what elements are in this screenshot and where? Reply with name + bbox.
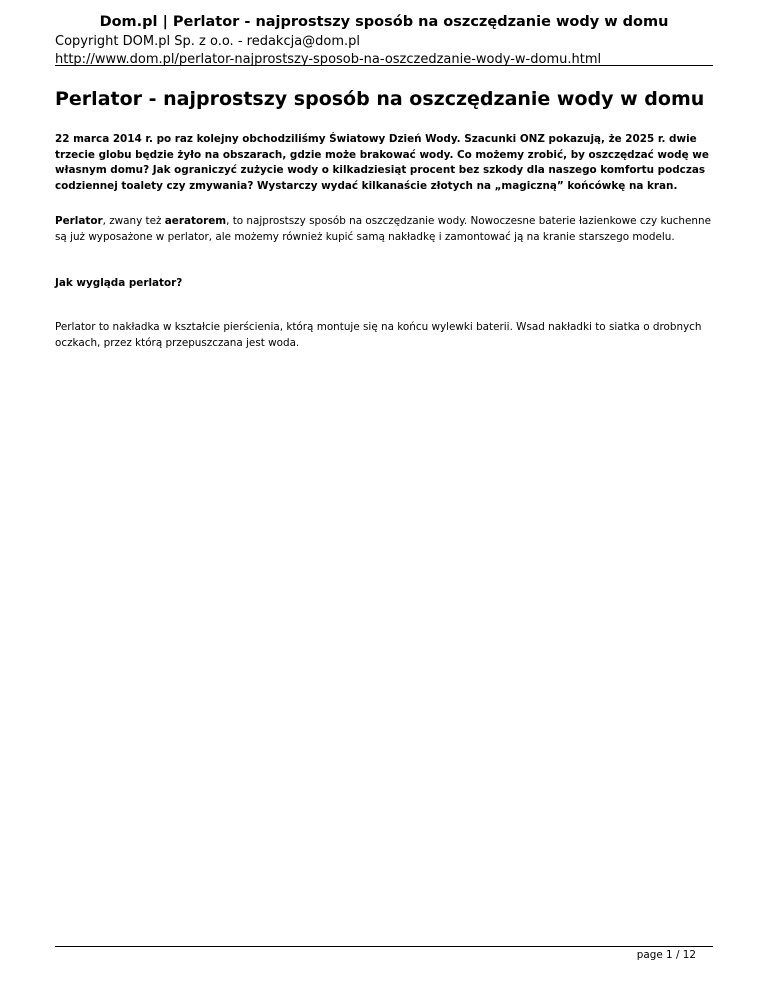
header-copyright: Copyright DOM.pl Sp. z o.o. - redakcja@dom.pl [55, 34, 361, 49]
term-aerator: aeratorem [164, 215, 227, 227]
page-number: page 1 / 12 [636, 949, 696, 961]
term-perlator: Perlator [55, 215, 103, 227]
body-paragraph-perlator [55, 214, 713, 245]
footer-divider [55, 946, 713, 947]
article-title: Perlator - najprostszy sposób na oszczędzanie wody w domu [55, 88, 705, 110]
header-divider [55, 65, 713, 66]
para1-text-2: , to najprostszy sposób na oszczędzanie wody. Nowoczesne baterie łazienkowe czy kuchenne są już wyposażone w perlator, ale możemy również kupić samą nakładkę i zamontować ją na kranie starszego modelu. [55, 215, 711, 243]
section-heading: Jak wygląda perlator? [55, 277, 183, 289]
para1-text-1: , zwany też [102, 215, 165, 227]
header-title: Dom.pl | Perlator - najprostszy sposób na oszczędzanie wody w domu [99, 14, 669, 30]
article-lead: 22 marca 2014 r. po raz kolejny obchodziliśmy Światowy Dzień Wody. Szacunki ONZ pokazują, że 2025 r. dwie trzecie globu będzie żyło na obszarach, gdzie może brakować wody. Co możemy zrobić, by oszczędzać wodę we własnym domu? Jak ograniczyć zużycie wody o kilkadziesiąt procent bez szkody dla naszego komfortu podczas codziennej toalety czy zmywania? Wystarczy wydać kilkanaście złotych na „magiczną” końcówkę na kran. [55, 133, 709, 192]
body-paragraph-description: Perlator to nakładka w kształcie pierścienia, którą montuje się na końcu wylewki baterii. Wsad nakładki to siatka o drobnych oczkach, przez którą przepuszczana jest woda. [55, 321, 702, 349]
header-url[interactable]: http://www.dom.pl/perlator-najprostszy-sposob-na-oszczedzanie-wody-w-domu.html [55, 52, 602, 67]
document-header [55, 11, 713, 69]
